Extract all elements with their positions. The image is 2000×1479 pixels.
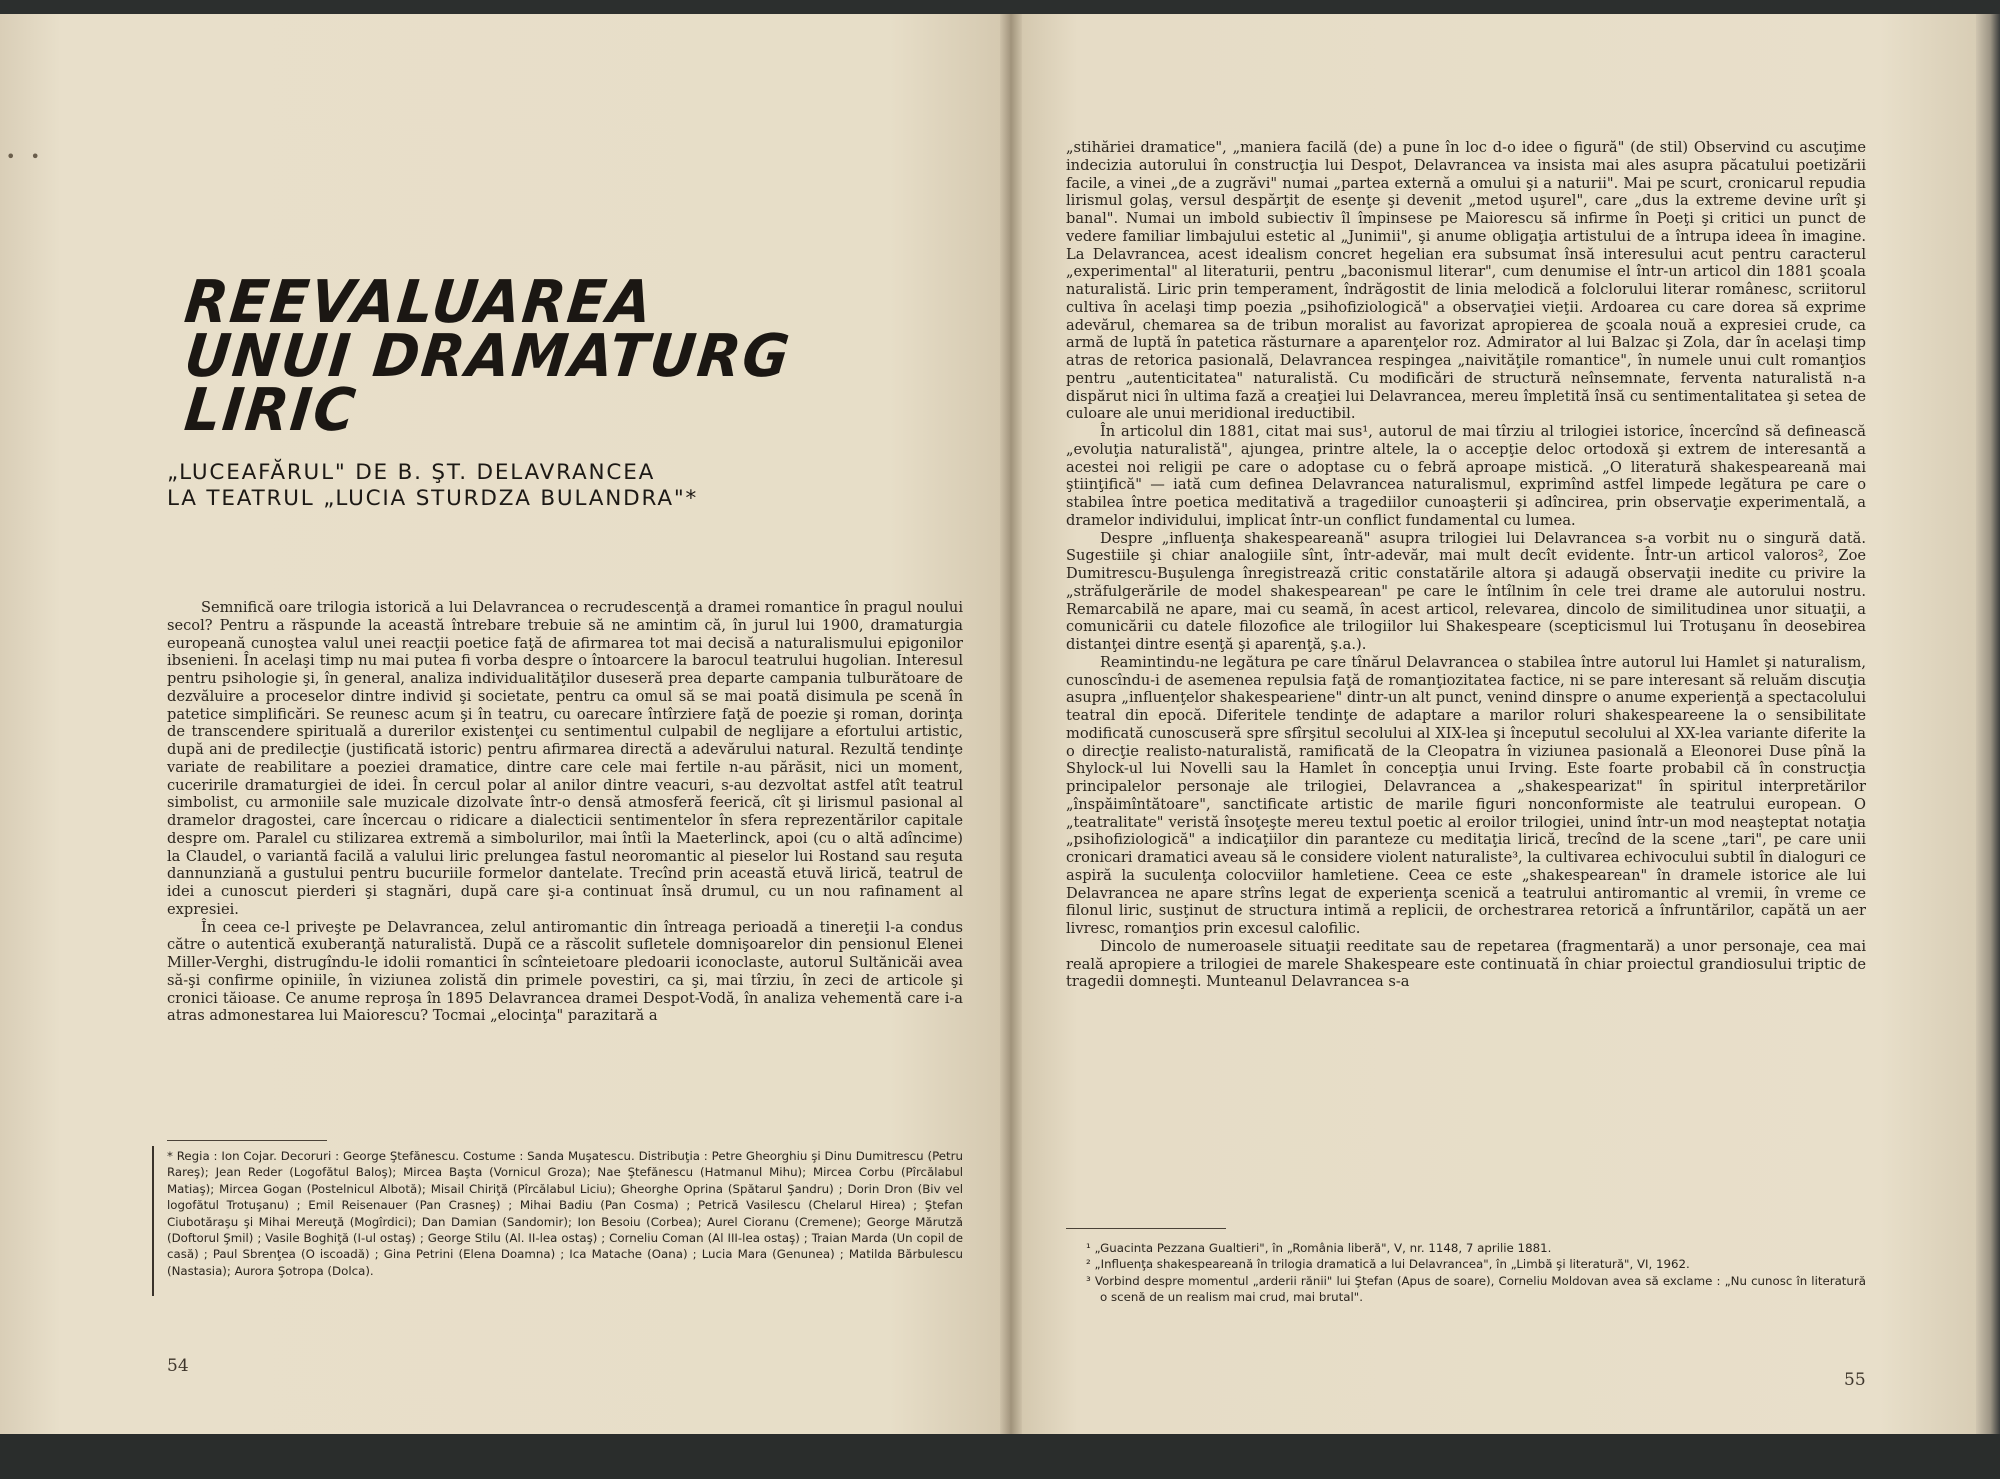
left-page <box>0 14 1010 1434</box>
paragraph: „stihăriei dramatice", „maniera facilă (de) a pune în loc d-o idee o figură" (de stil) Observind cu ascuţime indecizia autorului în construcţia lui Despot, Delavrancea va insista mai ales asupra păcatului poetizării facile, a vinei „de a zugrăvi" numai „partea externă a omului şi a naturii". Mai pe scurt, cronicarul repudia lirismul golaş, versul despărţit de esenţe şi devenit „metod uşurel", care „dus la extreme devine urît şi banal". Numai un imbold subiectiv îl împinsese pe Maiorescu să infirme în Poeţi şi critici un punct de vedere familiar limbajului estetic al „Junimii", şi anume obligaţia artistului de a întrupa ideea în imagine. La Delavrancea, acest idealism concret hegelian era subsumat însă interesului acut pentru caracterul „experimental" al literaturii, pentru „baconismul literar", cum denumise el într-un articol din 1881 şcoala naturalistă. Liric prin temperament, îndrăgostit de linia melodică a folclorului literar românesc, scriitorul cultiva în acelaşi timp poezia „psihofiziologică" a observaţiei vieţii. Ardoarea cu care dorea să exprime adevărul, chemarea sa de tribun moralist au favorizat apropierea de şcoala nouă a expresiei crude, ca armă de luptă în patetica răsturnare a aparenţelor roz. Admirator al lui Balzac şi Zola, dar în acelaşi timp atras de retorica pasională, Delavrancea respingea „naivităţile romantice", în numele unui cult romanţios pentru „autenticitatea" naturalistă. Cu modificări de structură neînsemnate, ferventa naturalistă n-a dispărut nici în ultima fază a creaţiei lui Delavrancea, mereu împletită însă cu sentimentalitatea şi setea de culoare ale unui meridional ireductibil. <box>1066 139 1866 423</box>
subtitle-line-1: „LUCEAFĂRUL" DE B. ŞT. DELAVRANCEA <box>167 460 656 485</box>
paragraph: Semnifică oare trilogia istorică a lui Delavrancea o recrudescenţă a dramei romantice în pragul noului secol? Pentru a răspunde la această întrebare trebuie să ne amintim că, în jurul lui 1900, dramaturgia europeană cunoştea valul unei reacţii poetice faţă de afirmarea tot mai decisă a naturalismului epigonilor ibsenieni. În acelaşi timp nu mai putea fi vorba despre o întoarcere la barocul teatrului hugolian. Interesul pentru psihologie şi, în general, analiza individualităţilor duseseră prea departe campania tulburătoare de dezvăluire a proceselor dintre individ şi societate, pentru ca omul să se mai poată disimula pe scenă în patetice simplificări. Se reunesc acum şi în teatru, cu oarecare întîrziere faţă de poezie şi roman, dorinţa de transcendere spirituală a durerilor existenţei cu sentimentul culpabil de neglijare a efortului artistic, după ani de predilecţie (justificată istoric) pentru afirmarea directă a adevărului natural. Rezultă tendinţe variate de reabilitare a poeziei dramatice, dintre care cele mai fertile n-au părăsit, nici un moment, cuceririle dramaturgiei de idei. În cercul polar al anilor dintre veacuri, s-au dezvoltat astfel atît teatrul simbolist, cu armoniile sale muzicale dizolvate într-o densă atmosferă feerică, cît şi lirismul pasional al dramelor dragostei, care încercau o ridicare a dialecticii sentimentelor în sfera reprezentărilor capitale despre om. Paralel cu stilizarea extremă a simbolurilor, mai întîi la Maeterlinck, apoi (cu o altă adîncime) la Claudel, o variantă facilă a valului liric prelungea fastul neoromantic al pieselor lui Rostand sau reşuta dannunziană a gustului pentru bucuriile formelor dantelate. Trecînd prin această etuvă lirică, teatrul de idei a cunoscut pierderi şi stagnări, după care şi-a continuat însă drumul, cu un nou rafinament al expresiei. <box>167 599 963 918</box>
subtitle-line-2: LA TEATRUL „LUCIA STURDZA BULANDRA"* <box>167 486 699 511</box>
article-subtitle <box>167 460 807 512</box>
right-footnotes <box>1086 1240 1866 1306</box>
footnote: * Regia : Ion Cojar. Decoruri : George Ştefănescu. Costume : Sanda Muşatescu. Distribuţia : Petre Gheorghiu şi Dinu Dumitrescu (Petru Rareş); Jean Reder (Logofătul Baloş); Mircea Başta (Vornicul Groza); Nae Ştefănescu (Hatmanul Mihu); Mircea Corbu (Pîrcălabul Matiaş); Mircea Gogan (Postelnicul Albotă); Misail Chiriţă (Pîrcălabul Liciu); Gheorghe Oprina (Spătarul Şandru) ; Dorin Dron (Biv vel logofătul Trotuşanu) ; Emil Reisenauer (Pan Crasneş) ; Mihai Badiu (Pan Cosma) ; Petrică Vasilescu (Chelarul Hirea) ; Ştefan Ciubotăraşu şi Mihai Mereuţă (Mogîrdici); Dan Damian (Sandomir); Ion Besoiu (Corbea); Aurel Cioranu (Cremene); George Mărutză (Doftorul Şmil) ; Vasile Boghiţă (I-ul ostaş) ; George Stilu (Al. II-lea ostaş) ; Corneliu Coman (Al III-lea ostaş) ; Traian Marda (Un copil de casă) ; Paul Sbrenţea (O iscoadă) ; Gina Petrini (Elena Doamna) ; Ica Matache (Oana) ; Lucia Mara (Genunea) ; Matilda Bărbulescu (Nastasia); Aurora Şotropa (Dolca). <box>167 1149 963 1278</box>
title-line-3: LIRIC <box>181 376 361 445</box>
paragraph: Dincolo de numeroasele situaţii reeditate sau de repetarea (fragmentară) a unor personaje, cea mai reală apropiere a trilogiei de marele Shakespeare este continuată în chiar proiectul grandiosului triptic de tragedii domneşti. Munteanul Delavrancea s-a <box>1066 937 1866 991</box>
right-body-text <box>1066 139 1866 991</box>
book-binding-bottom <box>0 1434 2000 1479</box>
paragraph: În articolul din 1881, citat mai sus¹, autorul de mai tîrziu al trilogiei istorice, încercînd să definească „evoluţia naturalistă", ajungea, printre altele, la o accepţie deloc ortodoxă şi extrem de interesantă a acestei noi religii pe care o adoptase cu o febră aproape mistică. „O literatură shakespeareană mai ştiinţifică" — iată cum definea Delavrancea naturalismul, exprimînd astfel limpede legătura pe care o stabilea între poetica meditativă a tragediilor cunoaşterii şi adîncirea, prin observaţie experimentală, a dramelor individului, implicat într-un conflict fundamental cu lumea. <box>1066 423 1866 529</box>
footnote-divider <box>1066 1228 1226 1229</box>
footnote-divider <box>167 1140 327 1141</box>
page-edges <box>1976 14 2000 1434</box>
left-footnotes <box>167 1148 963 1279</box>
page-number-left: 54 <box>167 1356 189 1376</box>
book-binding-top <box>0 0 2000 14</box>
book-spread <box>0 14 2000 1479</box>
footnote: ³ Vorbind despre momentul „arderii rănii" lui Ştefan (Apus de soare), Corneliu Moldovan avea să exclame : „Nu cunosc în literatură o scenă de un realism mai crud, mai brutal". <box>1086 1273 1866 1305</box>
paragraph: Despre „influenţa shakespeareană" asupra trilogiei lui Delavrancea s-a vorbit nu o singură dată. Sugestiile şi chiar analogiile sînt, într-adevăr, mai mult decît evidente. Într-un articol valoros², Zoe Dumitrescu-Buşulenga înregistrează critic constatările altora şi adaugă observaţii inedite cu privire la „străfulgerările de model shakespearean" pe care le întîlnim în cele trei drame ale autorului nostru. Remarcabilă ne apare, mai cu seamă, în acest articol, relevarea, dincolo de similitudinea unor situaţii, a comunicării cu datele filozofice ale trilogiilor lui Shakespeare (scepticismul lui Trotuşanu în deosebirea distanţei dintre esenţă şi aparenţă, ş.a.). <box>1066 529 1866 653</box>
footnote: ¹ „Guacinta Pezzana Gualtieri", în „România liberă", V, nr. 1148, 7 aprilie 1881. <box>1086 1241 1552 1255</box>
margin-bar <box>152 1146 154 1296</box>
margin-marks: • • <box>6 147 45 166</box>
left-body-text <box>167 599 963 1025</box>
page-gutter <box>1000 14 1022 1434</box>
footnote: ² „Influenţa shakespeareană în trilogia dramatică a lui Delavrancea", în „Limbă şi literatură", VI, 1962. <box>1086 1257 1690 1272</box>
paragraph: În ceea ce-l priveşte pe Delavrancea, zelul antiromantic din întreaga perioadă a tinereţii l-a condus către o autentică exuberanţă naturalistă. După ce a răscolit sufletele domnişoarelor din pensionul Elenei Miller-Verghi, distrugîndu-le idolii romantici în scînteietoare pledoarii iconoclaste, autorul Sultănicăi avea să-şi confirme opiniile, în viziunea zolistă din primele povestiri, ca şi, mai tîrziu, în zeci de articole şi cronici tăioase. Ce anume reproşa în 1895 Delavrancea dramei Despot-Vodă, în analiza vehementă care i-a atras admonestarea lui Maiorescu? Tocmai „elocinţa" parazitară a <box>167 918 963 1025</box>
paragraph: Reamintindu-ne legătura pe care tînărul Delavrancea o stabilea între autorul lui Hamlet şi naturalism, cunoscîndu-i de asemenea repulsia faţă de romanţiozitatea factice, ni se pare interesant să reluăm discuţia asupra „influenţelor shakespeariene" dintr-un alt punct, venind dinspre o anume experienţă a spectacolului teatral din epocă. Diferitele tendinţe de adaptare a marilor roluri shakespeareene la o sensibilitate modificată cunoscuseră spre sfîrşitul secolului al XIX-lea şi începutul secolului al XX-lea variante diferite la o direcţie realisto-naturalistă, ramificată de la Cleopatra în viziunea pasională a Eleonorei Duse pînă la Shylock-ul lui Novelli sau la Hamlet în concepţia unui Irving. Este foarte probabil că în construcţia principalelor personaje ale trilogiei, Delavrancea a „shakespearizat" în spiritul interpretărilor „înspăimîntătoare", sanctificate artistic de marile figuri nonconformiste ale teatrului european. O „teatralitate" veristă însoţeşte mereu textul poetic al eroilor trilogiei, unind într-un mod neaşteptat notaţia „psihofiziologică" a indicaţiilor din paranteze cu meditaţia lirică, trecînd de la scene „tari", pe care unii cronicari dramatici aveau să le considere violent naturaliste³, la cultivarea echivocului subtil în dialoguri ce aspiră la suculenţa colocviilor hamletiene. Ceea ce este „shakespearean" în dramele istorice ale lui Delavrancea ne apare strîns legat de experienţa scenică a teatrului antiromantic al vremii, în vreme ce filonul liric, susţinut de structura intimă a replicii, de orchestrarea retorică a înfruntărilor, capătă un aer livresc, romanţios prin excesul calofilic. <box>1066 653 1866 937</box>
article-title <box>181 268 795 445</box>
title-line-1: REEVALUAREA <box>181 268 657 337</box>
title-line-2: UNUI DRAMATURG <box>181 322 795 391</box>
page-number-right: 55 <box>1844 1370 1866 1390</box>
